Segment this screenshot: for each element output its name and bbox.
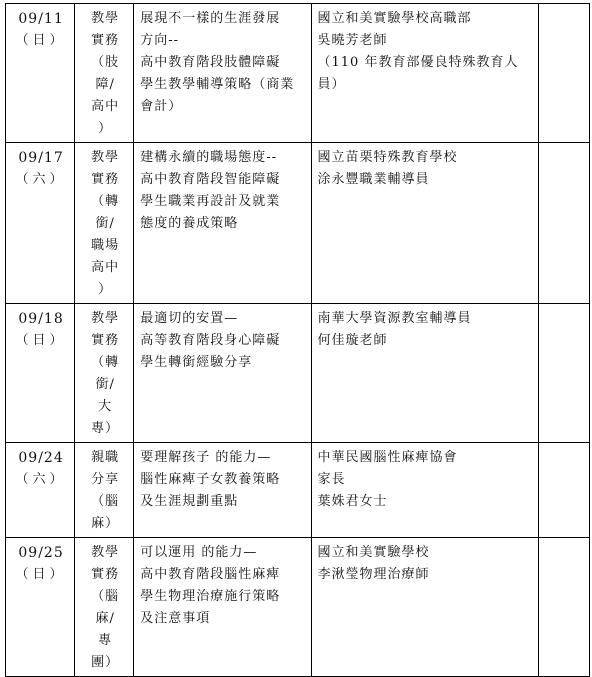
date-text: 09/25 [18,545,64,561]
topic-cell: 建構永續的職場態度-- 高中教育階段智能障礙 學生職業再設計及就業 態度的養成策略 [134,143,311,304]
date-text: 09/11 [18,11,64,27]
speaker-cell: 南華大學資源教室輔導員 何佳璇老師 [311,304,538,443]
session-type-cell: 教學 實務 （轉 銜/ 大 專） [75,304,134,443]
date-cell [6,443,75,538]
speaker-cell: 國立苗栗特殊教育學校 涂永豐職業輔導員 [311,143,538,304]
empty-cell [538,538,589,677]
date-cell [6,538,75,677]
table-row [6,443,590,538]
date-text: 09/24 [18,450,64,466]
speaker-cell: 中華民國腦性麻痺協會 家長 葉姝君女士 [311,443,538,538]
weekday-text: （六） [15,472,67,487]
speaker-cell: 國立和美實驗學校高職部 吳曉芳老師 （110 年教育部優良特殊教育人 員） [311,4,538,143]
weekday-text: （日） [15,33,67,48]
session-type-cell: 親職 分享 （腦 麻） [75,443,134,538]
topic-cell: 最適切的安置— 高等教育階段身心障礙 學生轉銜經驗分享 [134,304,311,443]
table-row [6,143,590,304]
topic-cell: 可以運用 的能力— 高中教育階段腦性麻痺 學生物理治療施行策略 及注意事項 [134,538,311,677]
date-cell [6,4,75,143]
session-type-cell: 教學 實務 （腦 麻/ 專 團） [75,538,134,677]
table-row [6,4,590,143]
topic-cell: 展現不一樣的生涯發展 方向-- 高中教育階段肢體障礙 學生教學輔導策略（商業 會計） [134,4,311,143]
weekday-text: （日） [15,333,67,348]
date-cell [6,304,75,443]
empty-cell [538,304,589,443]
empty-cell [538,4,589,143]
empty-cell [538,443,589,538]
table-row [6,304,590,443]
session-type-cell: 教學 實務 （轉 銜/ 職場 高中 ） [75,143,134,304]
empty-cell [538,143,589,304]
date-cell [6,143,75,304]
table-row [6,538,590,677]
topic-cell: 要理解孩子 的能力— 腦性麻痺子女教養策略 及生涯規劃重點 [134,443,311,538]
speaker-cell: 國立和美實驗學校 李湫瑩物理治療師 [311,538,538,677]
session-type-cell: 教學 實務 （肢 障/ 高中 ） [75,4,134,143]
schedule-table [5,3,590,677]
date-text: 09/18 [18,311,64,327]
date-text: 09/17 [18,150,64,166]
weekday-text: （日） [15,567,67,582]
weekday-text: （六） [15,172,67,187]
